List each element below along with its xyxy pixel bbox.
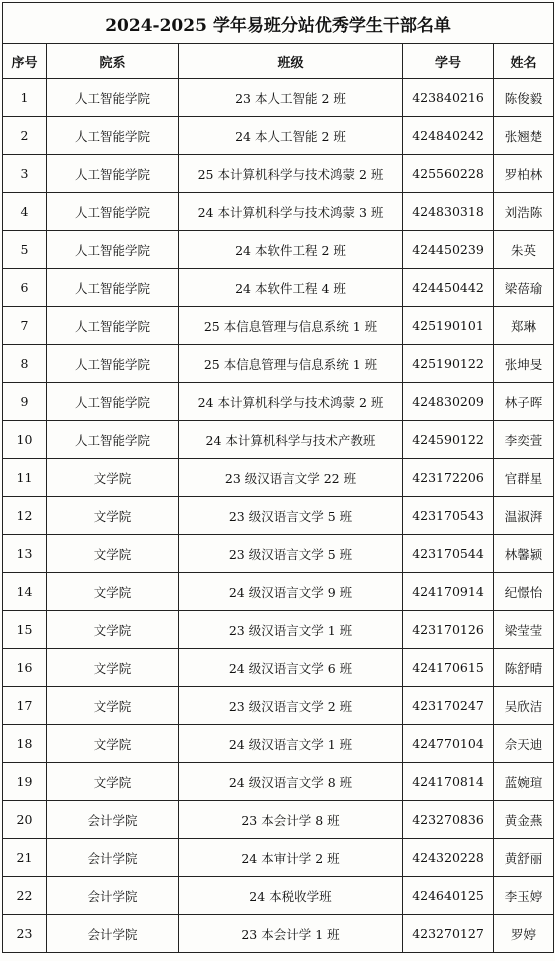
cell-index: 11 <box>3 459 47 497</box>
cell-class: 24 本计算机科学与技术鸿蒙 2 班 <box>179 383 403 421</box>
cell-name: 纪憬怡 <box>494 573 554 611</box>
cell-class: 24 本软件工程 2 班 <box>179 231 403 269</box>
cell-class: 24 本审计学 2 班 <box>179 839 403 877</box>
cell-class: 24 级汉语言文学 6 班 <box>179 649 403 687</box>
table-row <box>3 763 554 801</box>
cell-student-id: 424590122 <box>403 421 494 459</box>
cell-department: 文学院 <box>47 459 179 497</box>
header-row <box>3 44 554 79</box>
cell-department: 人工智能学院 <box>47 155 179 193</box>
cell-name: 陈俊毅 <box>494 79 554 117</box>
cell-student-id: 424450442 <box>403 269 494 307</box>
cell-class: 23 本会计学 1 班 <box>179 915 403 953</box>
cell-student-id: 424170914 <box>403 573 494 611</box>
header-name: 姓名 <box>494 44 554 79</box>
cell-student-id: 424170814 <box>403 763 494 801</box>
cadre-list-table <box>2 2 554 953</box>
cell-index: 3 <box>3 155 47 193</box>
table-row <box>3 687 554 725</box>
cell-student-id: 424830209 <box>403 383 494 421</box>
cell-name: 佘天迪 <box>494 725 554 763</box>
cell-department: 文学院 <box>47 649 179 687</box>
table-row <box>3 915 554 953</box>
cell-name: 梁蓓瑜 <box>494 269 554 307</box>
cell-index: 18 <box>3 725 47 763</box>
table-row <box>3 383 554 421</box>
cell-class: 23 本会计学 8 班 <box>179 801 403 839</box>
cell-class: 24 本计算机科学与技术鸿蒙 3 班 <box>179 193 403 231</box>
header-class: 班级 <box>179 44 403 79</box>
cell-name: 罗婷 <box>494 915 554 953</box>
cell-department: 人工智能学院 <box>47 79 179 117</box>
cell-index: 19 <box>3 763 47 801</box>
cell-index: 9 <box>3 383 47 421</box>
cell-index: 7 <box>3 307 47 345</box>
table-row <box>3 231 554 269</box>
cell-student-id: 425190122 <box>403 345 494 383</box>
header-department: 院系 <box>47 44 179 79</box>
cell-name: 官群星 <box>494 459 554 497</box>
cell-student-id: 423170247 <box>403 687 494 725</box>
table-row <box>3 839 554 877</box>
cell-index: 21 <box>3 839 47 877</box>
cell-name: 郑琳 <box>494 307 554 345</box>
cell-class: 25 本计算机科学与技术鸿蒙 2 班 <box>179 155 403 193</box>
cell-department: 人工智能学院 <box>47 269 179 307</box>
cell-index: 16 <box>3 649 47 687</box>
cell-student-id: 424170615 <box>403 649 494 687</box>
cell-name: 张坤旻 <box>494 345 554 383</box>
cell-name: 蓝婉瑄 <box>494 763 554 801</box>
cell-student-id: 423170543 <box>403 497 494 535</box>
cell-class: 25 本信息管理与信息系统 1 班 <box>179 307 403 345</box>
cell-department: 文学院 <box>47 535 179 573</box>
table-row <box>3 79 554 117</box>
cell-department: 人工智能学院 <box>47 193 179 231</box>
table-row <box>3 269 554 307</box>
cell-index: 8 <box>3 345 47 383</box>
cell-department: 文学院 <box>47 763 179 801</box>
cell-student-id: 423270127 <box>403 915 494 953</box>
cell-class: 24 级汉语言文学 8 班 <box>179 763 403 801</box>
table-row <box>3 611 554 649</box>
cell-department: 会计学院 <box>47 915 179 953</box>
cell-department: 文学院 <box>47 497 179 535</box>
cell-index: 2 <box>3 117 47 155</box>
header-index: 序号 <box>3 44 47 79</box>
cell-student-id: 424640125 <box>403 877 494 915</box>
cell-class: 23 级汉语言文学 2 班 <box>179 687 403 725</box>
cell-department: 人工智能学院 <box>47 117 179 155</box>
cell-class: 23 本人工智能 2 班 <box>179 79 403 117</box>
cell-class: 24 级汉语言文学 1 班 <box>179 725 403 763</box>
cell-name: 罗柏林 <box>494 155 554 193</box>
header-student-id: 学号 <box>403 44 494 79</box>
cell-index: 13 <box>3 535 47 573</box>
table-row <box>3 155 554 193</box>
cell-name: 黄金燕 <box>494 801 554 839</box>
cell-name: 吴欣洁 <box>494 687 554 725</box>
cell-index: 4 <box>3 193 47 231</box>
cell-student-id: 424770104 <box>403 725 494 763</box>
cell-index: 12 <box>3 497 47 535</box>
cell-class: 24 本软件工程 4 班 <box>179 269 403 307</box>
cell-class: 25 本信息管理与信息系统 1 班 <box>179 345 403 383</box>
cell-name: 李奕萱 <box>494 421 554 459</box>
cell-class: 23 级汉语言文学 1 班 <box>179 611 403 649</box>
table-row <box>3 649 554 687</box>
cell-name: 梁莹莹 <box>494 611 554 649</box>
cell-student-id: 423170544 <box>403 535 494 573</box>
cell-index: 14 <box>3 573 47 611</box>
cell-index: 15 <box>3 611 47 649</box>
cell-name: 朱英 <box>494 231 554 269</box>
cell-department: 人工智能学院 <box>47 383 179 421</box>
cell-name: 林馨颍 <box>494 535 554 573</box>
cell-name: 林子晖 <box>494 383 554 421</box>
cell-class: 24 本计算机科学与技术产教班 <box>179 421 403 459</box>
cell-name: 黄舒丽 <box>494 839 554 877</box>
cell-index: 1 <box>3 79 47 117</box>
cell-student-id: 424840242 <box>403 117 494 155</box>
cell-index: 17 <box>3 687 47 725</box>
cell-department: 人工智能学院 <box>47 307 179 345</box>
cell-student-id: 425190101 <box>403 307 494 345</box>
cell-index: 23 <box>3 915 47 953</box>
table-row <box>3 535 554 573</box>
cell-name: 温淑湃 <box>494 497 554 535</box>
title-row <box>3 3 554 44</box>
cell-class: 23 级汉语言文学 5 班 <box>179 497 403 535</box>
cell-name: 陈舒晴 <box>494 649 554 687</box>
table-row <box>3 307 554 345</box>
cell-department: 文学院 <box>47 687 179 725</box>
cell-department: 会计学院 <box>47 877 179 915</box>
cell-department: 文学院 <box>47 611 179 649</box>
cell-name: 李玉婷 <box>494 877 554 915</box>
cell-department: 会计学院 <box>47 801 179 839</box>
cell-class: 24 本税收学班 <box>179 877 403 915</box>
cell-department: 人工智能学院 <box>47 345 179 383</box>
cell-name: 张翘楚 <box>494 117 554 155</box>
cell-class: 23 级汉语言文学 22 班 <box>179 459 403 497</box>
cell-index: 6 <box>3 269 47 307</box>
cell-student-id: 424830318 <box>403 193 494 231</box>
cell-index: 5 <box>3 231 47 269</box>
table-row <box>3 345 554 383</box>
document-title: 2024-2025 学年易班分站优秀学生干部名单 <box>3 3 554 44</box>
cell-class: 24 本人工智能 2 班 <box>179 117 403 155</box>
cell-student-id: 424320228 <box>403 839 494 877</box>
cell-department: 人工智能学院 <box>47 231 179 269</box>
cell-class: 23 级汉语言文学 5 班 <box>179 535 403 573</box>
cell-student-id: 425560228 <box>403 155 494 193</box>
table-row <box>3 421 554 459</box>
cell-student-id: 423840216 <box>403 79 494 117</box>
table-row <box>3 497 554 535</box>
cell-student-id: 424450239 <box>403 231 494 269</box>
cell-class: 24 级汉语言文学 9 班 <box>179 573 403 611</box>
cell-department: 文学院 <box>47 573 179 611</box>
table-row <box>3 877 554 915</box>
cell-index: 22 <box>3 877 47 915</box>
table-row <box>3 725 554 763</box>
table-row <box>3 117 554 155</box>
cell-department: 会计学院 <box>47 839 179 877</box>
cell-index: 10 <box>3 421 47 459</box>
cell-student-id: 423270836 <box>403 801 494 839</box>
table-row <box>3 573 554 611</box>
table-row <box>3 459 554 497</box>
cell-department: 人工智能学院 <box>47 421 179 459</box>
cell-department: 文学院 <box>47 725 179 763</box>
cell-student-id: 423172206 <box>403 459 494 497</box>
table-row <box>3 801 554 839</box>
table-row <box>3 193 554 231</box>
cell-student-id: 423170126 <box>403 611 494 649</box>
cell-index: 20 <box>3 801 47 839</box>
cell-name: 刘浩陈 <box>494 193 554 231</box>
